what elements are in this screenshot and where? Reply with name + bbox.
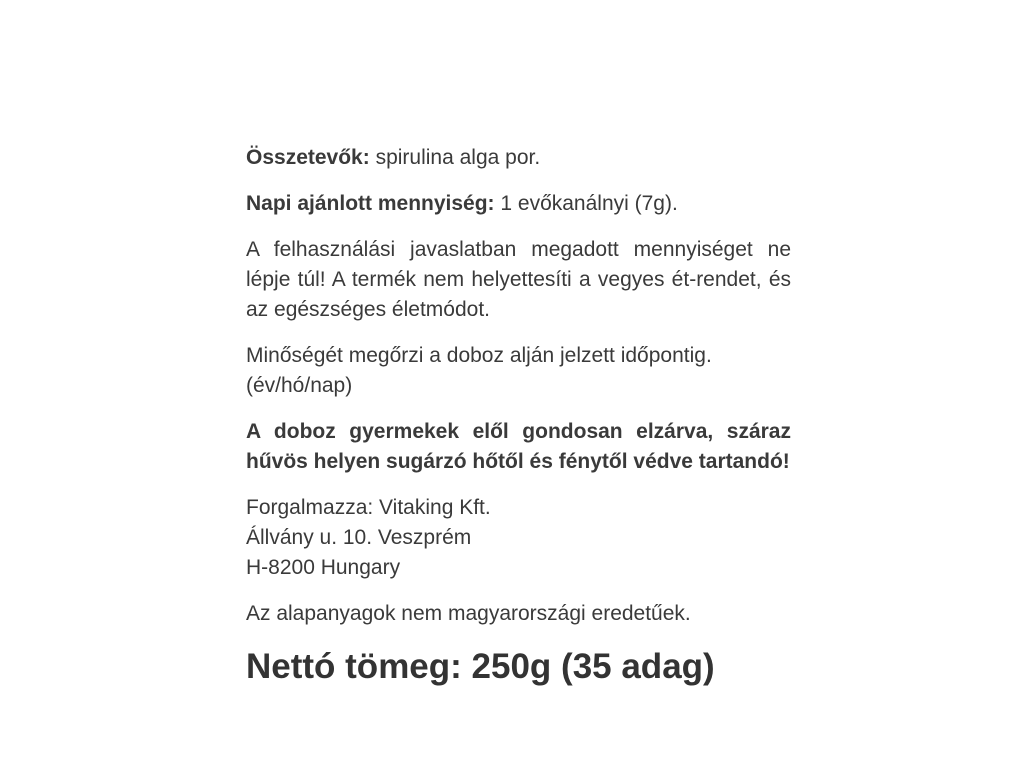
distributor-block: [246, 493, 791, 583]
ingredients-value: spirulina alga por.: [369, 146, 541, 169]
best-before-format: (év/hó/nap): [246, 374, 353, 397]
ingredients-line: [246, 143, 791, 173]
storage-warning: A doboz gyermekek elől gondosan elzárva, száraz hűvös helyen sugárzó hőtől és fénytől védve tartandó!: [246, 420, 791, 473]
dosage-line: [246, 189, 791, 219]
best-before-text: Minőségét megőrzi a doboz alján jelzett időpontig.: [246, 344, 712, 367]
usage-warning: A felhasználási javaslatban megadott mennyiséget ne lépje túl! A termék nem helyettesíti a vegyes ét-rendet, és az egészséges életmódot.: [246, 238, 791, 321]
distributor-address: Állvány u. 10. Veszprém: [246, 526, 472, 549]
dosage-value: 1 evőkanálnyi (7g).: [494, 192, 678, 215]
net-weight: Nettó tömeg: 250g (35 adag): [246, 647, 715, 686]
distributor-country: H-8200 Hungary: [246, 556, 401, 579]
distributor-name: Forgalmazza: Vitaking Kft.: [246, 496, 491, 519]
best-before: [246, 341, 791, 401]
origin-note: Az alapanyagok nem magyarországi eredetűek.: [246, 602, 691, 625]
product-label-text: [246, 143, 791, 689]
dosage-label: Napi ajánlott mennyiség:: [246, 192, 495, 215]
ingredients-label: Összetevők:: [246, 146, 370, 169]
